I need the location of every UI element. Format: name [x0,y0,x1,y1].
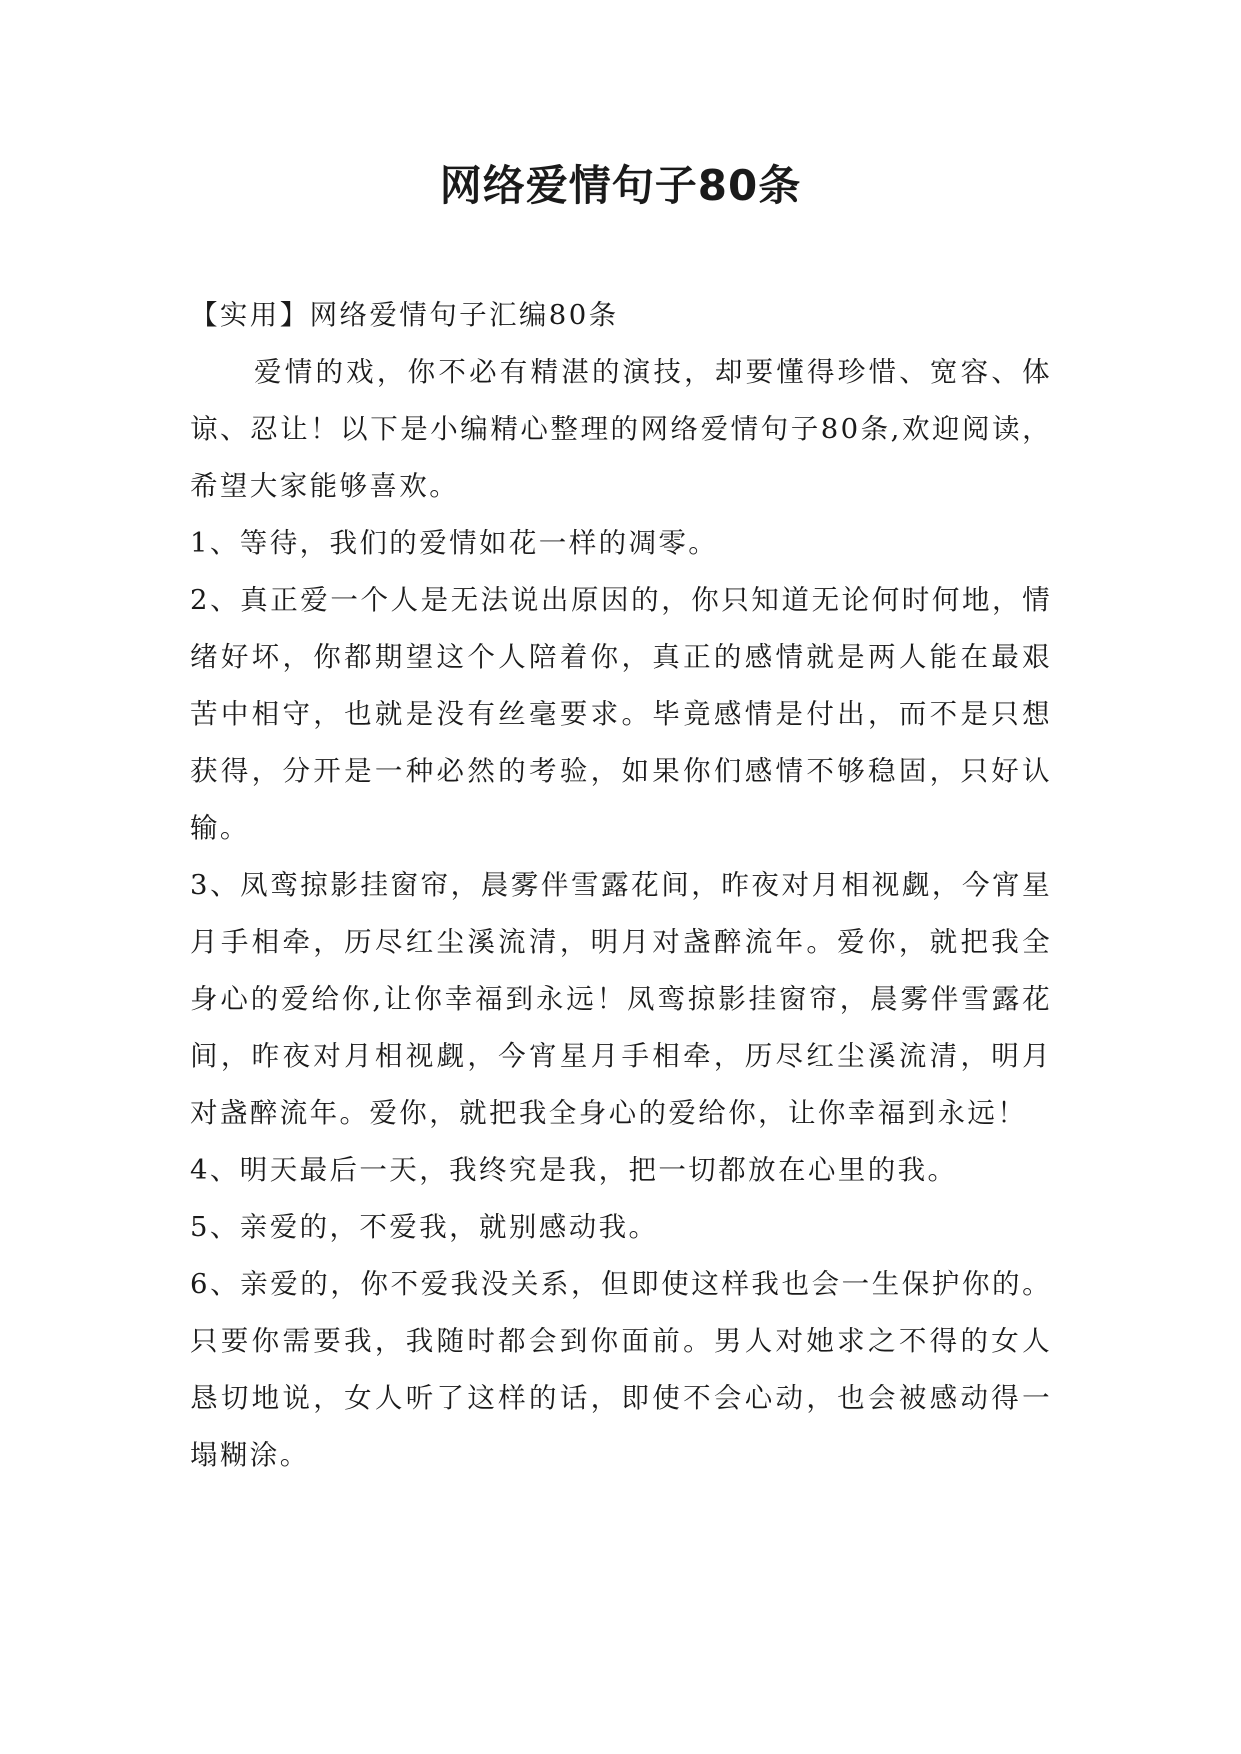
list-item: 1、等待，我们的爱情如花一样的凋零。 [190,527,719,559]
list-item: 3、凤鸾掠影挂窗帘，晨雾伴雪露花间，昨夜对月相视觑，今宵星月手相牵，历尽红尘溪流清，明月对盏醉流年。爱你，就把我全身心的爱给你,让你幸福到永远！凤鸾掠影挂窗帘，晨雾伴雪露花间，昨夜对月相视觑，今宵星月手相牵，历尽红尘溪流清，明月对盏醉流年。爱你，就把我全身心的爱给你，让你幸福到永远！ [190,869,1052,1129]
list-item: 6、亲爱的，你不爱我没关系，但即使这样我也会一生保护你的。只要你需要我，我随时都会到你面前。男人对她求之不得的女人恳切地说，女人听了这样的话，即使不会心动，也会被感动得一塌糊涂。 [190,1268,1052,1471]
list-item: 4、明天最后一天，我终究是我，把一切都放在心里的我。 [190,1154,958,1186]
document-title: 网络爱情句子80条 [439,161,802,210]
intro-paragraph: 爱情的戏，你不必有精湛的演技，却要懂得珍惜、宽容、体谅、忍让！以下是小编精心整理的网络爱情句子80条,欢迎阅读，希望大家能够喜欢。 [190,356,1052,502]
list-item: 2、真正爱一个人是无法说出原因的，你只知道无论何时何地，情绪好坏，你都期望这个人陪着你，真正的感情就是两人能在最艰苦中相守，也就是没有丝毫要求。毕竟感情是付出，而不是只想获得，分开是一种必然的考验，如果你们感情不够稳固，只好认输。 [190,584,1052,844]
list-item: 5、亲爱的，不爱我，就别感动我。 [190,1211,659,1243]
document-body [190,287,1052,1484]
document-subtitle: 【实用】网络爱情句子汇编80条 [190,299,619,331]
